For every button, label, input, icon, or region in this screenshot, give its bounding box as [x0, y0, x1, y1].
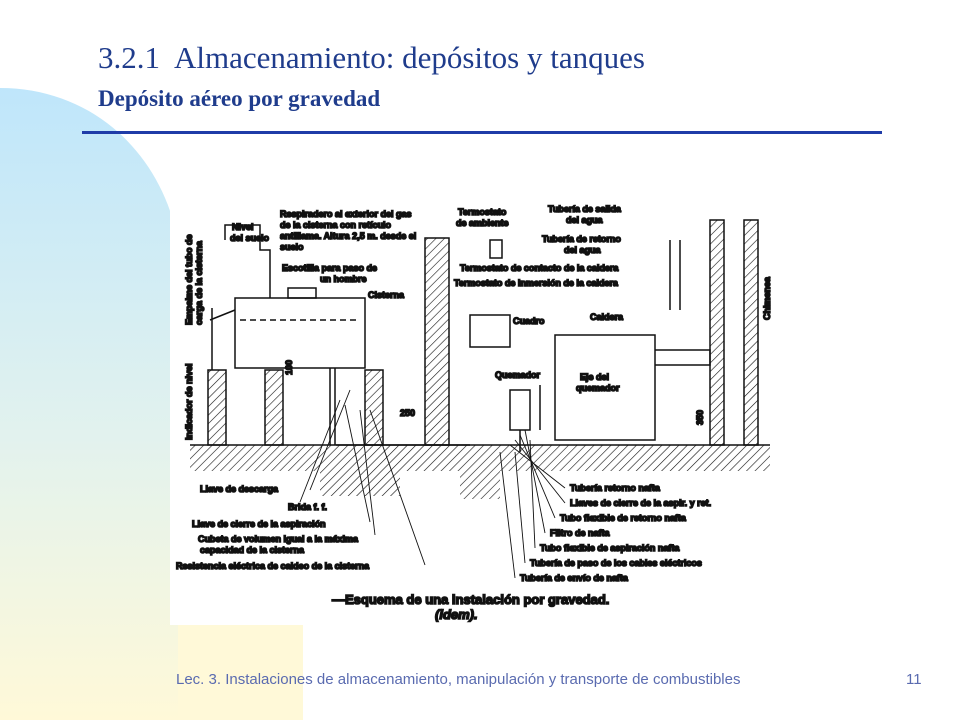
label-respiradero-2: de la cisterna con retículo: [280, 220, 392, 230]
label-cubeta-1: Cubeta de volumen igual a la máxima: [198, 534, 359, 544]
label-dim-350: 350: [695, 409, 705, 425]
label-termostato-ambiente-2: de ambiente: [456, 218, 509, 228]
title-number: 3.2.1: [98, 40, 160, 75]
label-cisterna: Cisterna: [368, 290, 405, 300]
label-brida: Brida f. f.: [288, 502, 328, 512]
gravity-installation-diagram: [170, 190, 782, 625]
label-dim-100: 100: [284, 359, 294, 375]
slide-title: [98, 40, 645, 76]
label-escotilla-2: un hombre: [320, 274, 367, 284]
label-llave-cierre-aspiracion: Llave de cierre de la aspiración: [192, 519, 326, 529]
label-termostato-ambiente-1: Termostato: [458, 207, 507, 217]
slide-subtitle: Depósito aéreo por gravedad: [98, 86, 381, 111]
label-eje-2: quemador: [576, 383, 620, 393]
label-cuadro: Cuadro: [513, 316, 545, 326]
label-quemador: Quemador: [495, 370, 541, 380]
label-nivel: Nivel: [232, 222, 254, 232]
figure-caption: —Esquema de una instalación por gravedad.: [332, 592, 610, 607]
label-empalme-2: carga de la cisterna: [194, 240, 204, 325]
label-tubo-flexible-aspiracion: Tubo flexible de aspiración nafta: [540, 543, 680, 553]
label-cubeta-2: capacidad de la cisterna: [200, 545, 305, 555]
label-retorno-agua-1: Tubería de retorno: [542, 234, 621, 244]
label-retorno-agua-2: del agua: [564, 245, 601, 255]
label-tuberia-retorno-nafta: Tubería retorno nafta: [570, 483, 660, 493]
label-respiradero-3: antillama. Altura 2,5 m. desde el: [280, 231, 417, 241]
label-eje-1: Eje del: [580, 372, 610, 382]
title-divider: [82, 131, 882, 134]
label-escotilla-1: Escotilla para paso de: [282, 263, 378, 273]
label-filtro: Filtro de nafta: [550, 528, 610, 538]
label-respiradero-4: suelo: [280, 242, 304, 252]
label-empalme: Empalme del tubo de: [184, 234, 194, 325]
footer-text: Lec. 3. Instalaciones de almacenamiento, manipulación y transporte de combustibles: [176, 671, 741, 688]
label-indicador-nivel: Indicador de nivel: [184, 363, 194, 440]
label-chimenea: Chimenea: [762, 276, 772, 320]
walls: [208, 220, 758, 445]
title-text: Almacenamiento: depósitos y tanques: [174, 40, 645, 75]
label-tuberia-paso-cables: Tubería de paso de los cables eléctricos: [530, 558, 702, 568]
label-tubo-flexible-retorno: Tubo flexible de retorno nafta: [560, 513, 686, 523]
label-respiradero-1: Respiradero al exterior del gas: [280, 209, 412, 219]
label-nivel-suelo: del suelo: [230, 233, 270, 243]
page-number: 11: [906, 671, 922, 688]
label-dim-250: 250: [400, 408, 416, 418]
label-termostato-contacto: Termostato de contacto de la caldera: [460, 263, 619, 273]
label-llaves-cierre: Llaves de cierre de la aspir. y ret.: [570, 498, 712, 508]
label-resistencia: Resistencia eléctrica de caldeo de la cisterna: [176, 561, 370, 571]
label-termostato-inmersion: Termostato de inmersión de la caldera: [454, 278, 618, 288]
figure-caption-source: (idem).: [435, 607, 478, 622]
label-salida-agua-1: Tubería de salida: [548, 204, 621, 214]
label-llave-descarga: Llave de descarga: [200, 484, 279, 494]
label-caldera: Caldera: [590, 312, 624, 322]
label-salida-agua-2: del agua: [566, 215, 603, 225]
label-tuberia-envio: Tubería de envío de nafta: [520, 573, 628, 583]
